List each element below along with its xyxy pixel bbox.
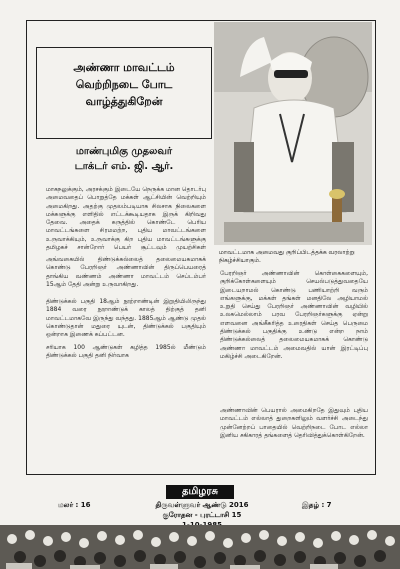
left-paragraph-2: அங்வகையில் திண்டுக்கல்லைத் தலைமையகமாகக் கொண்டு பேரறிஞர் அண்ணாவின் திருப்பெயரைத் தாங்கிய வண்ணம் அண்ணா மாவட்டம் செப்டம்பர் 15ஆம் தேதி அன்று உருவாகிறது. (46, 256, 206, 288)
tamil-month-label: குரோதன - புரட்டாசி 15 (162, 511, 242, 519)
chief-minister-photo (214, 22, 372, 245)
left-paragraph-3: திண்டுக்கல் பகுதி 18ஆம் நூற்றாண்டின் இறுதியிலிருந்து 1884 வரை நூறாண்டுக் காலத் திற்குத் தனி மாவட்டமாகவே இருந்து வந்தது. 1885ஆம் ஆண்டு முதல் கொண்டுதான் மதுரை யுடன், திண்டுக்கல் பகுதியும் ஒன்றாக இணைக் கப்பட்டன. (46, 298, 206, 339)
headline-line-2: வெற்றிநடை போட (75, 78, 173, 91)
volume-label: மலர் : 16 (58, 501, 91, 509)
issue-label: இதழ் : 7 (302, 501, 332, 509)
photo-caption: மாவட்டமாக அமைவது குறிப்பிடத்தக்க வரலாற்று நிகழ்ச்சியாகும். (219, 249, 355, 264)
headline-line-1: அண்ணா மாவட்டம் (73, 61, 175, 74)
tamil-year-label: திருவள்ளுவர் ஆண்டு 2016 (155, 501, 249, 509)
right-paragraph-1: பேரறிஞர் அண்ணாவின் கொள்கைகளையும், குறிக்கோள்களையும் செயல்படுத்துவதையே இடையறாமல் கொண்டு பணியாற்றி வரும் எங்களுக்கு, மக்கள் தங்கள் மனதிலே அழியாமல் உறுதி செய்து பேரறிஞர் அண்ணாவின் வழியில் உலகமெல்லாம் பரவ பேரறிஞர்களுக்கு ஏன்று எளவனை அங்கீகரித்த உரைதிகள் செய்த பெருமை திண்டுக்கல் பகுதிக்கு உண்டு என்ற நாம் திண்டுக்கல்லைத் தலைமையகமாகக் கொண்டு அண்ணா மாவட்டம் அமைவதில் யான் இரட்டிப்பு மகிழ்ச்சி அடைகிறேன். (220, 270, 368, 360)
left-paragraph-4: சரியாக 100 ஆண்டுகள் கழித்த 1985ல் மீண்டும் திண்டுக்கல் பகுதி தனி நிர்வாக (46, 344, 206, 360)
headline-box (36, 47, 212, 139)
magazine-logo: தமிழரசு (166, 485, 234, 499)
greeting-line-2: டாக்டர் எம். ஜி. ஆர். (74, 161, 174, 172)
left-paragraph-1: மாகநலுக்கும், அரசக்கும் இடையே நெருக்க மான தொடர்பு அமைவதைப் பொறுத்தே மக்கள் ஆட்சியின் வெற்றியும் அமைகிறது. அதற்கு முதலம்படியாக சிலசாக நிலைகளை மக்களுக்கு எளிதில் எட்டக்கூடியதாக இருக் கிறிவது தேவை. அதைக் கருத்தில் கொண்டே பெரிய மாவட்டங்களை சிரமமற்ற, புதிய மாவட்டங்களை உருவாக்கியும், உருவாக்கு கிற புதிய மாவட்டங்களுக்கு தமிழகச் சான்றோர் பெயர் சூட்டவும் முயற்சிகள் (46, 186, 206, 252)
crowd-photo (0, 525, 400, 569)
greeting-line-1: மாண்புமிகு முதலவர் (75, 146, 173, 157)
right-paragraph-2: அண்ணாவின் பெயரால் அமைகிறதே இதுவும் புதிய மாவட்டம் எல்லாத் துறைகளிலும் வளர்ச்சி அடைந்து முன்னேற்றப் பாதையில் வெற்றிநடை போட எல்லா இனிய சகிகாரத் தங்களைத் தெரிவித்துக்கொள்கிறேன். (220, 407, 368, 439)
headline-line-3: வாழ்த்துகிறேன் (85, 95, 163, 108)
